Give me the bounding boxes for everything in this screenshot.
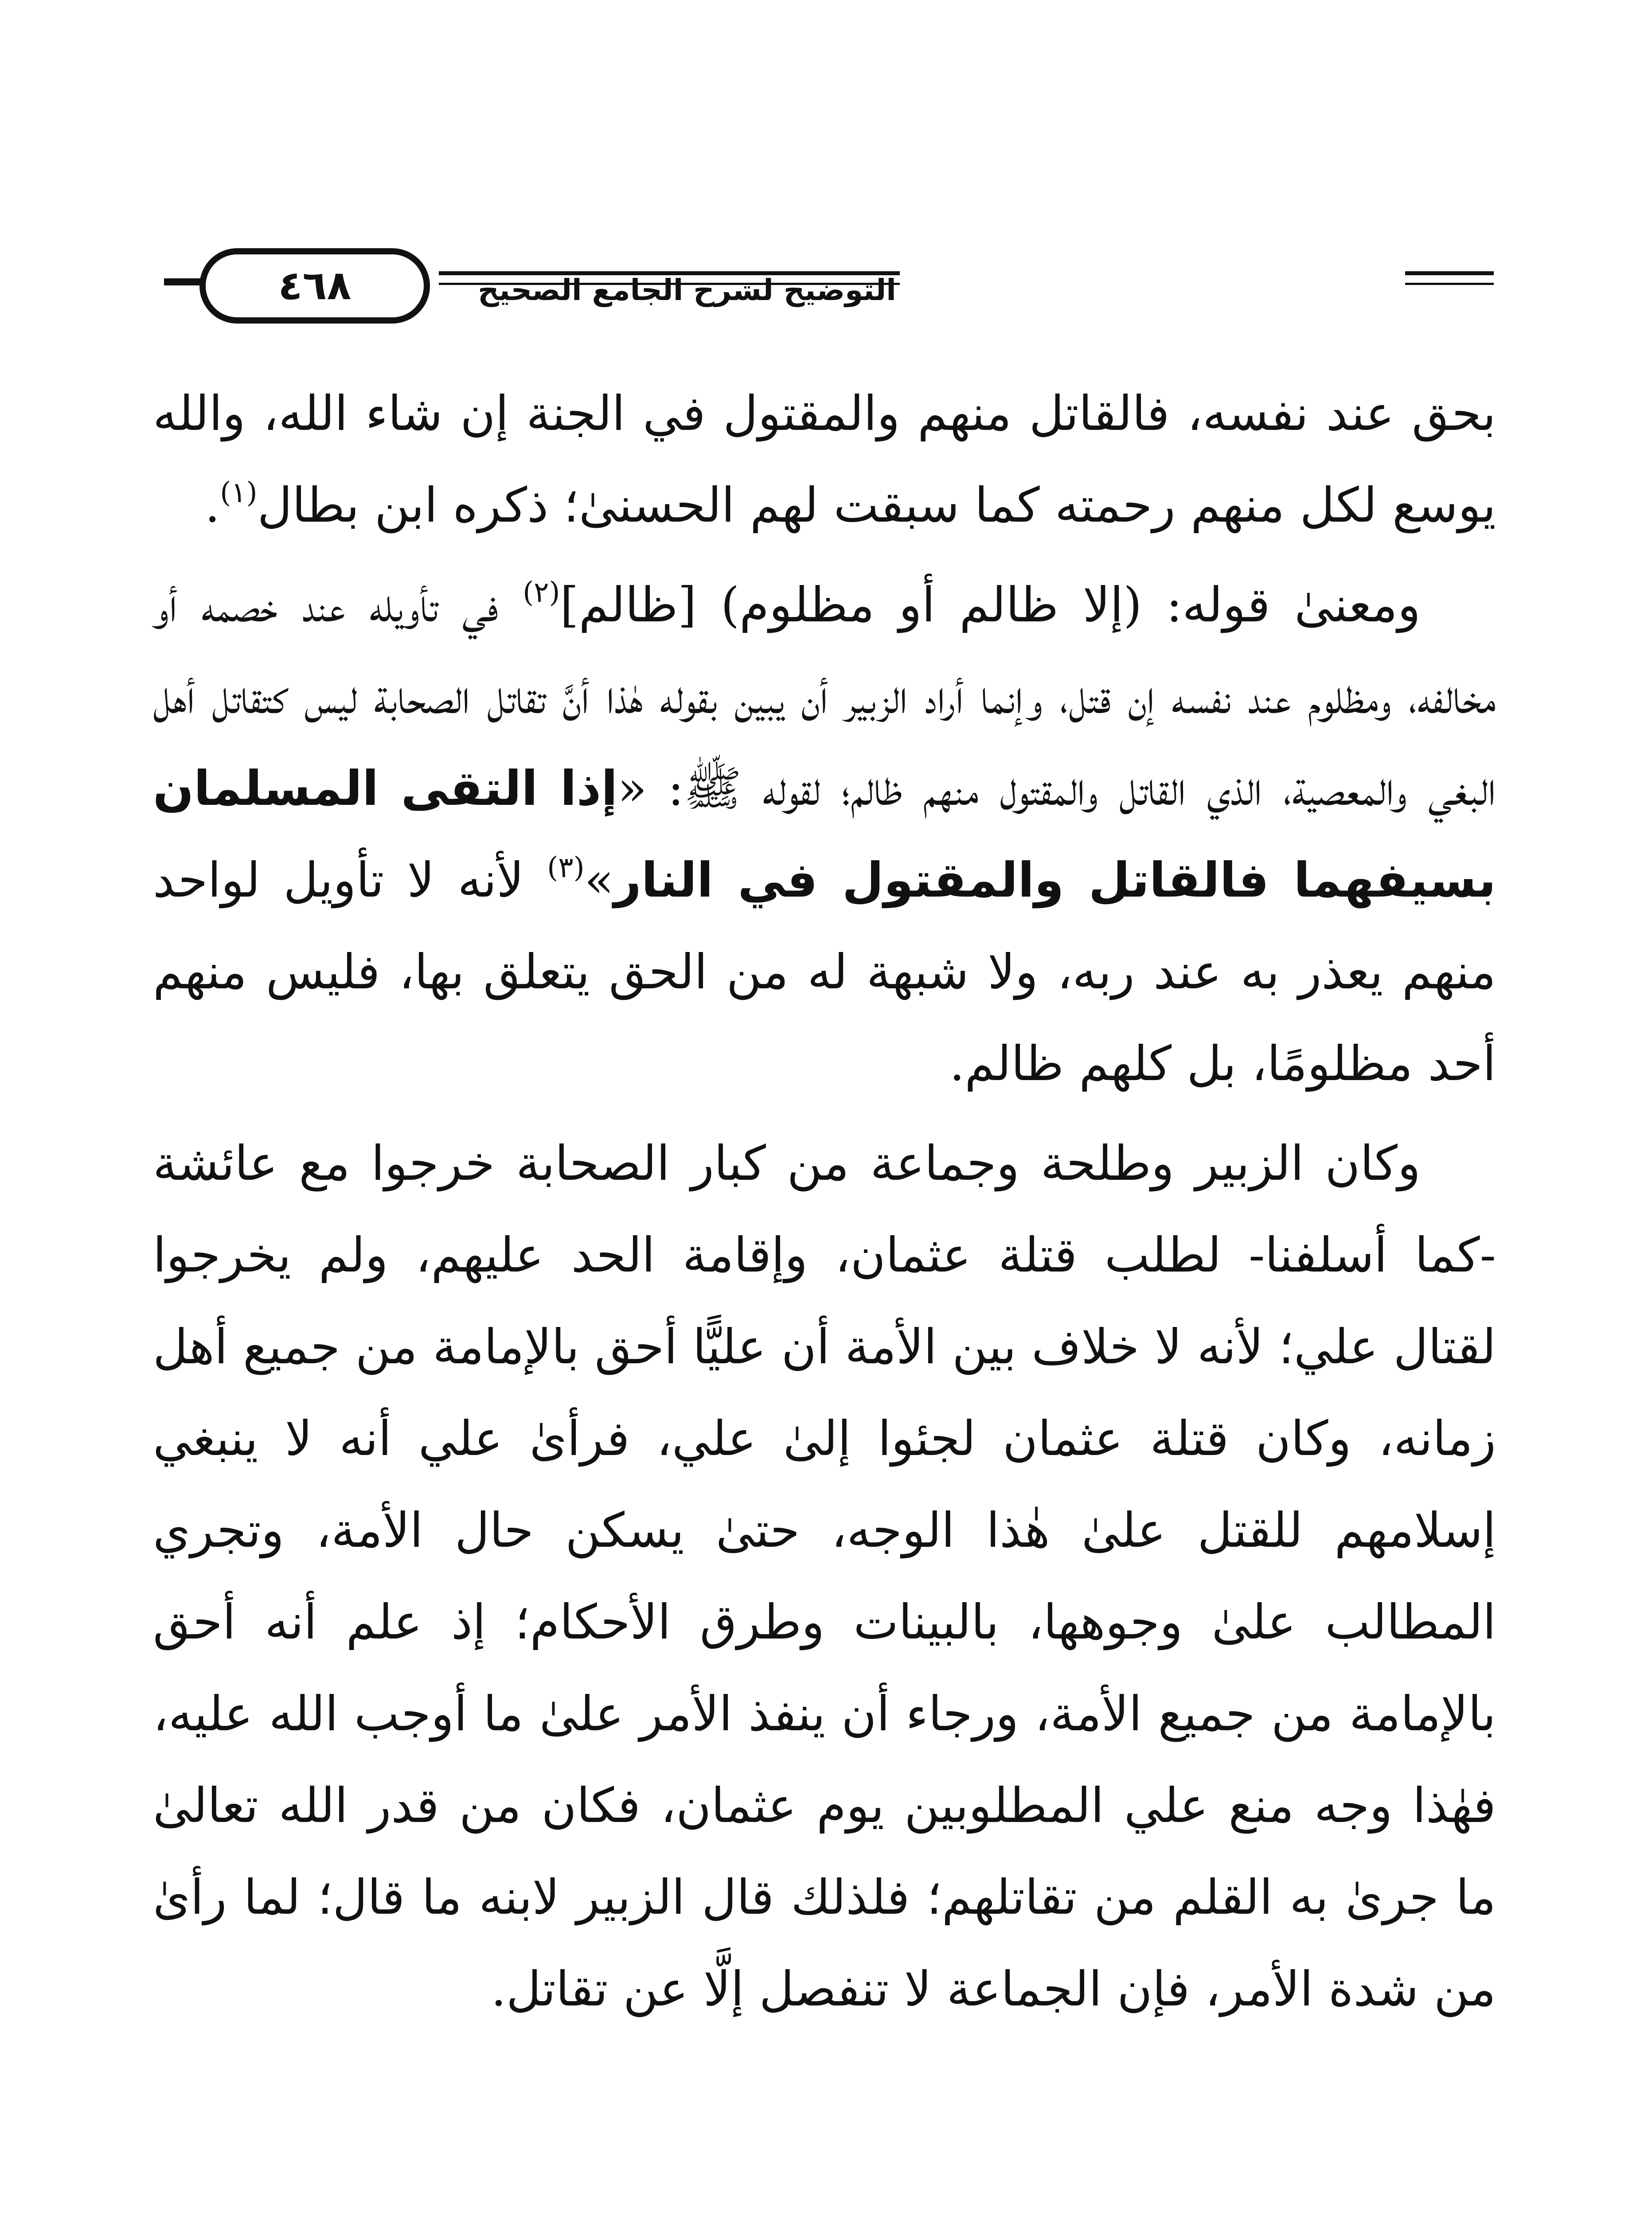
footnote-ref[interactable]: (٣) <box>547 851 585 884</box>
hadith-quote: إذا التقى المسلمان بسيفهما فالقاتل والمقتول في النار <box>153 761 1496 908</box>
paragraph-text: ومعنىٰ قوله: (إلا ظالم أو مظلوم) [ظالم] <box>560 577 1421 633</box>
paragraph-text: . <box>204 478 220 533</box>
paragraph-text: » <box>584 853 614 908</box>
footnote-ref[interactable]: (٢) <box>523 576 560 609</box>
header-rule-right-thin <box>1405 283 1494 285</box>
paragraph-text: لأنه لا تأويل لواحد منهم يعذر به عند ربه، ولا شبهة له من الحق يتعلق بها، فليس منهم أحد مظلومًا، بل كلهم ظالم. <box>153 853 1496 1092</box>
paragraph-1 <box>153 368 1496 551</box>
paragraph-text: بحق عند نفسه، فالقاتل منهم والمقتول في الجنة إن شاء الله، والله يوسع لكل منهم رحمته كما سبقت لهم الحسنىٰ؛ ذكره ابن بطال <box>153 386 1496 533</box>
page-number-badge: ٤٦٨ <box>199 248 430 324</box>
paragraph-text: في تأويله عند خصمه أو مخالفه، ومظلوم عند نفسه إن قتل، وإنما أراد الزبير أن يبين بقوله هٰذا أنَّ تقاتل الصحابة ليس كتقاتل أهل البغي والمعصية، الذي القاتل والمقتول منهم ظالم؛ لقوله ﷺ: « <box>153 577 1496 816</box>
main-text <box>153 368 1496 2043</box>
header-rule-middle-thin <box>439 283 900 285</box>
header-rule-right <box>1405 271 1494 275</box>
running-title: التوضيح لشرح الجامع الصحيح <box>478 273 896 307</box>
page-header <box>146 248 1494 346</box>
paragraph-text: وكان الزبير وطلحة وجماعة من كبار الصحابة خرجوا مع عائشة -كما أسلفنا- لطلب قتلة عثمان، وإقامة الحد عليهم، ولم يخرجوا لقتال علي؛ لأنه لا خلاف بين الأمة أن عليًّا أحق بالإمامة من جميع أهل زمانه، وكان قتلة عثمان لجئوا إلىٰ علي، فرأىٰ علي أنه لا ينبغي إسلامهم للقتل علىٰ هٰذا الوجه، حتىٰ يسكن حال الأمة، وتجري المطالب علىٰ وجوهها، بالبينات وطرق الأحكام؛ إذ علم أنه أحق بالإمامة من جميع الأمة، ورجاء أن ينفذ الأمر علىٰ ما أوجب الله عليه، فهٰذا وجه منع علي المطلوبين يوم عثمان، فكان من قدر الله تعالىٰ ما جرىٰ به القلم من تقاتلهم؛ فلذلك قال الزبير لابنه ما قال؛ لما رأىٰ من شدة الأمر، فإن الجماعة لا تنفصل إلَّا عن تقاتل. <box>153 1136 1496 2017</box>
header-rule-middle <box>439 271 900 275</box>
paragraph-3 <box>153 1118 1496 2035</box>
footnote-ref[interactable]: (١) <box>220 476 258 509</box>
paragraph-2 <box>153 559 1496 1110</box>
